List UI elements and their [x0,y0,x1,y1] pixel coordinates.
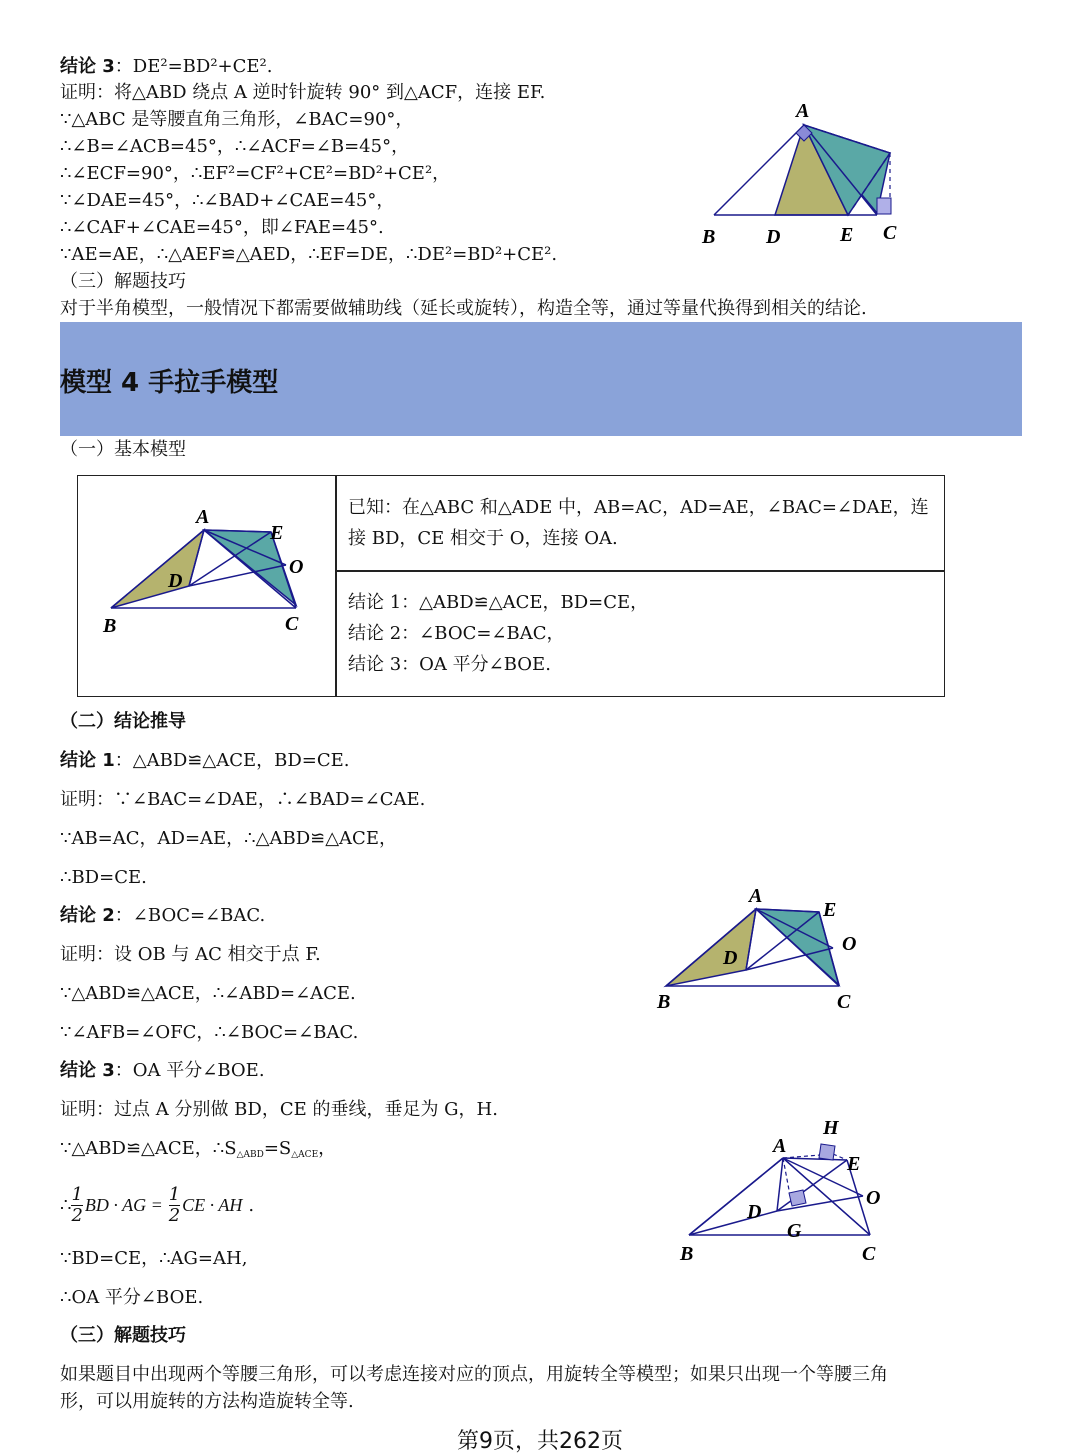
label-b: B [103,615,117,637]
top-proof-line-2: ∵△ABC 是等腰直角三角形，∠BAC=90°， [60,109,414,130]
basic-model-figure [98,501,328,641]
derive-c3-label: 结论 3 [60,1060,115,1081]
area-eq-part-2: =S [263,1138,292,1159]
derive-c1-proof-1: 证明：∵∠BAC=∠DAE，∴∠BAD=∠CAE. [60,789,426,810]
label-e: E [847,1153,861,1175]
therefore-symbol: ∴ [60,1194,72,1216]
derive-figure-3 [675,1110,890,1270]
eq-end: . [248,1194,255,1216]
conclusion-line-3: 结论 3：OA 平分∠BOE. [348,654,551,675]
derive-c2 [60,903,265,929]
label-d: D [168,570,183,592]
frac-den: 2 [168,1204,181,1226]
derive-c2-label: 结论 2 [60,905,115,926]
top-proof-line-5: ∵∠DAE=45°，∴∠BAD+∠CAE=45°， [60,190,395,211]
top-proof-line-1: 证明：将△ABD 绕点 A 逆时针旋转 90° 到△ACF，连接 EF. [60,82,546,103]
label-a: A [773,1135,787,1157]
top-skills-text: 对于半角模型，一般情况下都需要做辅助线（延长或旋转），构造全等，通过等量代换得到相关的结论. [60,298,867,319]
table-horizontal-divider [335,570,944,572]
top-conclusion-3 [60,54,272,80]
skills2-text-1: 如果题目中出现两个等腰三角形，可以考虑连接对应的顶点，用旋转全等模型；如果只出现一个等腰三角 [60,1364,888,1385]
derive-c2-text: ：∠BOC=∠BAC. [114,905,266,926]
label-d: D [747,1201,762,1223]
derive-c3 [60,1058,265,1084]
top-proof-line-4: ∴∠ECF=90°，∴EF²=CF²+CE²=BD²+CE²， [60,163,451,184]
label-a: A [749,885,763,907]
derive-c1-text: ：△ABD≌△ACE，BD=CE. [114,750,350,771]
eq-left: BD · AG = [84,1194,163,1215]
top-c3-label: 结论 3 [60,56,115,77]
line-de [777,1160,847,1211]
area-eq-part-1: ∵△ABD≌△ACE，∴S [60,1138,237,1159]
eq-right: CE · AH [182,1194,243,1215]
label-b: B [657,991,671,1013]
top-skills-heading: （三）解题技巧 [60,271,186,292]
derive-c2-proof-2: ∵△ABD≌△ACE，∴∠ABD=∠ACE. [60,983,356,1004]
line-bd [689,1211,777,1235]
label-o: O [842,933,857,955]
top-c3-formula: ：DE²=BD²+CE². [114,56,273,77]
derive-c2-proof-3: ∵∠AFB=∠OFC，∴∠BOC=∠BAC. [60,1022,359,1043]
label-e: E [270,522,284,544]
line-ae [783,1158,847,1160]
derive-c3-proof-1: 证明：过点 A 分别做 BD，CE 的垂线，垂足为 G，H. [60,1099,498,1120]
given-line-2: 接 BD，CE 相交于 O，连接 OA. [348,528,618,549]
derive-figure-2 [655,880,875,1015]
label-a: A [796,100,810,122]
label-a: A [196,506,210,528]
frac-den: 2 [71,1204,83,1226]
label-g: G [787,1220,802,1242]
conclusion-line-2: 结论 2：∠BOC=∠BAC， [348,623,565,644]
given-line-1: 已知：在△ABC 和△ADE 中，AB=AC，AD=AE，∠BAC=∠DAE，连 [348,497,929,518]
basic-model-heading: （一）基本模型 [60,439,186,460]
label-c: C [862,1243,876,1265]
label-c: C [883,222,897,244]
right-angle-g [789,1190,806,1206]
label-c: C [837,991,851,1013]
fraction-half-left [71,1185,82,1226]
frac-num: 1 [168,1183,181,1205]
area-eq-part-3: ， [318,1138,337,1159]
derive-c3-proof-5: ∴OA 平分∠BOE. [60,1287,204,1308]
derive-c3-proof-4: ∵BD=CE，∴AG=AH, [60,1248,248,1269]
top-proof-line-6: ∴∠CAF+∠CAE=45°，即∠FAE=45°. [60,217,384,238]
derive-c3-proof-2 [60,1136,336,1168]
table-vertical-divider [335,476,337,696]
label-b: B [680,1243,694,1265]
section-banner [60,322,1022,436]
derive-c1-proof-2: ∵AB=AC，AD=AE，∴△ABD≌△ACE， [60,828,397,849]
label-b: B [702,226,716,248]
label-h: H [823,1117,839,1139]
conclusion-line-1: 结论 1：△ABD≌△ACE，BD=CE， [348,592,649,613]
area-sub-ace: △ACE [291,1150,319,1160]
derive-c3-text: ：OA 平分∠BOE. [114,1060,265,1081]
label-e: E [823,899,837,921]
derive-c3-proof-3 [60,1180,254,1230]
right-angle-h [819,1144,835,1160]
line-ab-2 [689,1158,783,1235]
top-proof-line-7: ∵AE=AE，∴△AEF≌△AED，∴EF=DE，∴DE²=BD²+CE². [60,244,558,265]
fraction-half-right [169,1185,180,1226]
top-proof-line-3: ∴∠B=∠ACB=45°，∴∠ACF=∠B=45°， [60,136,410,157]
derive-heading: （二）结论推导 [60,711,186,732]
label-o: O [289,556,304,578]
derive-c1-label: 结论 1 [60,750,115,771]
line-ad [777,1158,783,1211]
derive-c1 [60,748,350,774]
right-angle-c [877,198,891,214]
derive-c1-proof-3: ∴BD=CE. [60,867,147,888]
skills2-heading: （三）解题技巧 [60,1325,186,1346]
skills2-text-2: 形，可以用旋转的方法构造旋转全等. [60,1391,354,1412]
label-e: E [840,224,854,246]
half-angle-figure [700,95,915,250]
derive-c2-proof-1: 证明：设 OB 与 AC 相交于点 F. [60,944,321,965]
section-title: 模型 4 手拉手模型 [60,368,279,398]
label-o: O [866,1187,881,1209]
page-number: 第9页，共262页 [457,1429,623,1454]
frac-num: 1 [71,1183,83,1205]
area-sub-abd: △ABD [236,1150,264,1160]
basic-model-table [77,475,945,697]
label-d: D [723,947,738,969]
label-c: C [285,613,299,635]
label-d: D [766,226,781,248]
